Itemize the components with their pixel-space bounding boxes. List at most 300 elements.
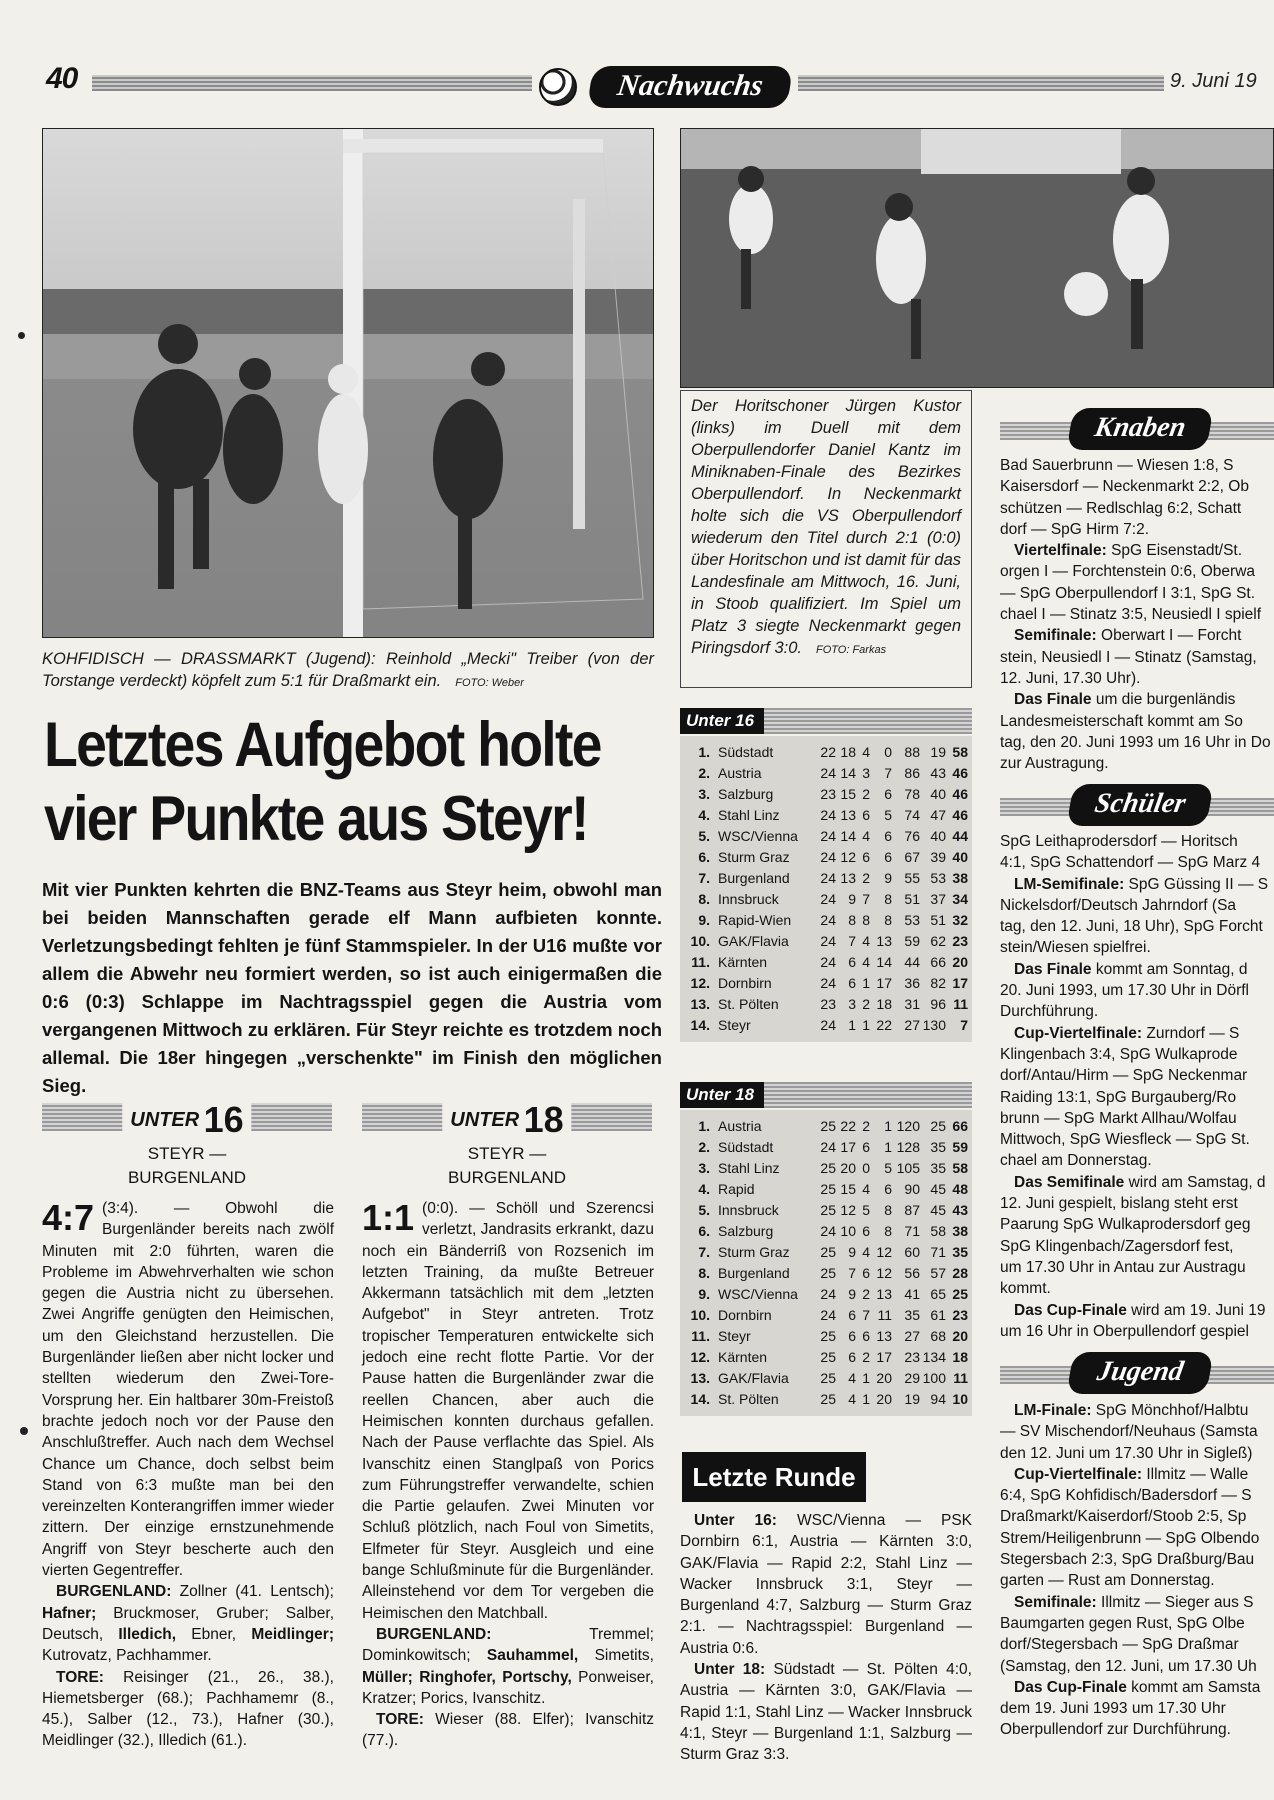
points-cell: 43 (952, 1202, 968, 1218)
photo-credit: FOTO: Weber (455, 677, 524, 689)
stat-cell: 24 (820, 954, 836, 970)
stat-cell: 25 (820, 1370, 836, 1386)
stat-cell: 6 (862, 1328, 870, 1344)
text-line: Bad Sauerbrunn — Wiesen 1:8, S (1000, 457, 1234, 474)
stat-cell: 24 (820, 1139, 836, 1155)
u18-lineup-label: BURGENLAND: (376, 1625, 492, 1643)
text-line: stein/Wiesen spielfrei. (1000, 939, 1151, 957)
stat-cell: 47 (930, 807, 946, 823)
rank-cell: 10. (690, 1307, 710, 1323)
team-cell: Innsbruck (718, 891, 779, 907)
table-row (686, 1389, 968, 1410)
stat-cell: 27 (904, 1017, 920, 1033)
stat-cell: 6 (884, 1181, 892, 1197)
team-cell: WSC/Vienna (718, 828, 798, 844)
stat-cell: 82 (930, 975, 946, 991)
team-cell: GAK/Flavia (718, 933, 789, 949)
stat-cell: 14 (840, 765, 856, 781)
rank-cell: 8. (698, 1265, 710, 1281)
kids-football-image (681, 129, 1274, 388)
points-cell: 23 (952, 1307, 968, 1323)
text-line: Nickelsdorf/Deutsch Jahrndorf (Sa (1000, 896, 1237, 914)
u18-tore: Wieser (88. Elfer); Ivanschitz (77.). (362, 1711, 654, 1750)
header-rule-right (798, 75, 1164, 91)
stat-cell: 35 (930, 1160, 946, 1176)
table-row (686, 868, 968, 889)
stat-cell: 0 (862, 1160, 870, 1176)
stat-cell: 7 (862, 1307, 870, 1323)
rank-cell: 4. (698, 1181, 710, 1197)
lr-u18-label: Unter 18: (694, 1661, 766, 1679)
stat-cell: 24 (820, 765, 836, 781)
scan-mark (20, 1427, 28, 1435)
points-cell: 18 (952, 1349, 968, 1365)
stat-cell: 4 (848, 1370, 856, 1386)
points-cell: 38 (952, 1223, 968, 1239)
table-row (686, 1015, 968, 1036)
stat-cell: 6 (848, 1307, 856, 1323)
table-row (686, 973, 968, 994)
u16-lineup-c: Bruckmoser, Gruber; Salber, Deutsch, (42, 1604, 334, 1643)
stat-cell: 68 (930, 1328, 946, 1344)
stat-cell: 24 (820, 807, 836, 823)
headline-line-1: Letztes Aufgebot holte (44, 710, 601, 780)
table-row (686, 889, 968, 910)
stat-cell: 11 (877, 1307, 892, 1323)
stat-cell: 96 (930, 996, 946, 1012)
stat-cell: 14 (840, 828, 856, 844)
text-line: orgen I — Forchtenstein 0:6, Oberwa (1000, 563, 1256, 581)
jugend-header (1000, 1352, 1274, 1396)
stat-cell: 6 (884, 849, 892, 865)
text-line: Strem/Heiligenbrunn — SpG Olbendo (1000, 1529, 1260, 1547)
stat-cell: 12 (840, 1202, 856, 1218)
team-cell: Salzburg (718, 786, 774, 802)
team-cell: Südstadt (718, 744, 774, 760)
stat-cell: 2 (862, 996, 870, 1012)
rank-cell: 6. (698, 1223, 710, 1239)
points-cell: 38 (952, 870, 968, 886)
stat-cell: 17 (876, 1349, 892, 1365)
stat-cell: 6 (862, 807, 870, 823)
stat-cell: 59 (904, 933, 920, 949)
stat-cell: 4 (862, 954, 870, 970)
points-cell: 17 (952, 975, 968, 991)
u16-label-num: 16 (203, 1099, 244, 1140)
caption-text: Der Horitschoner Jürgen Kustor (links) im Duell mit dem Oberpullendorfer Daniel Kantz im Miniknaben-Finale des Bezirkes Oberpullendorf. In Neckenmarkt holte sich die VS Oberpullendorf wiederum den Titel durch 2:1 (0:0) über Horitschon und ist damit für das Landesfinale am Mittwoch, 16. Juni, in Stoob qualifiziert. Im Spiel um Platz 3 siegte Neckenmarkt gegen Piringsdorf 3:0. (691, 397, 961, 657)
text-line: 4:1, SpG Schattendorf — SpG Marz 4 (1000, 854, 1261, 872)
stat-cell: 71 (904, 1223, 920, 1239)
points-cell: 46 (952, 765, 968, 781)
u18-team-home: STEYR — (467, 1144, 547, 1163)
schueler-title: Schüler (1066, 784, 1213, 826)
stat-cell: 9 (848, 1244, 856, 1260)
text-line: um 17.30 Uhr in Antau zur Austragu (1000, 1258, 1246, 1276)
stat-cell: 9 (848, 1286, 856, 1302)
points-cell: 48 (952, 1181, 968, 1197)
stat-cell: 13 (876, 1328, 892, 1344)
stat-cell: 3 (862, 765, 870, 781)
photo-miniknaben-finale (680, 128, 1274, 388)
text-line: Landesmeisterschaft kommt am So (1000, 712, 1243, 730)
text-line: — SpG Oberpullendorf I 3:1, SpG St. (1000, 584, 1256, 602)
stat-cell: 35 (930, 1139, 946, 1155)
text-line: Paarung SpG Wulkaprodersdorf geg (1000, 1216, 1251, 1234)
stat-cell: 6 (862, 1139, 870, 1155)
rank-cell: 7. (698, 1244, 710, 1260)
points-cell: 20 (952, 1328, 968, 1344)
stat-cell: 94 (930, 1391, 946, 1407)
stat-cell: 7 (884, 765, 892, 781)
u18-tore-label: TORE: (376, 1711, 424, 1729)
table-u18-title: Unter 18 (680, 1082, 764, 1108)
stat-cell: 55 (904, 870, 920, 886)
stat-cell: 24 (820, 870, 836, 886)
u18-report (362, 1198, 654, 1752)
points-cell: 35 (952, 1244, 968, 1260)
text-line: Stegersbach 2:3, SpG Draßburg/Bau (1000, 1551, 1255, 1569)
stat-cell: 25 (820, 1244, 836, 1260)
stat-cell: 3 (848, 996, 856, 1012)
letzte-runde-title: Letzte Runde (682, 1452, 866, 1502)
team-cell: Rapid (718, 1181, 755, 1197)
stat-cell: 6 (848, 975, 856, 991)
knaben-title: Knaben (1066, 408, 1213, 450)
stat-cell: 120 (896, 1118, 920, 1134)
u18-report-text: (0:0). — Schöll und Szerencsi verletzt, Jandrasits erkrankt, dazu noch ein Bänderriß von Rozsenich im letzten Training, da mußte Betreuer Akkermann tatsächlich mit dem „letzten Aufgebot" in Steyr antreten. Trotz tropischer Temperaturen entwickelte sich jedoch eine recht flotte Partie. Vor der Pause hatten die Burgenländer zwar die reellen Chancen, aber auch die Heimischen konnten durchaus gefallen. Nach der Pause verflachte das Spiel. Als Ivanschitz einen Stanglpaß von Porics zum Führungstreffer verwandelte, schien die Partie gelaufen. Zwei Minuten vor Schluß plötzlich, nach Foul von Simetits, Elfmeter für Steyr. Ausgleich und eine bange Schlußminute für die Burgenländer. Alleinstehend vor dem Tor vergeben die Heimischen den Matchball. (362, 1200, 654, 1622)
text-line: um 16 Uhr in Oberpullendorf gespiel (1000, 1322, 1249, 1340)
rank-cell: 13. (690, 1370, 710, 1386)
stat-cell: 12 (840, 849, 856, 865)
u16-report-text: (3:4). — Obwohl die Burgenländer bereits nach zwölf Minuten mit 2:0 führten, waren die Probleme im Abwehrverhalten wie schon gegen die Austria nicht zu übersehen. Zwei Angriffe genügten den Heimischen, um den Gleichstand herzustellen. Die Burgenländer ließen aber nicht locker und stellten wiederum den Zwei-Tore-Vorsprung her. Ein haltbarer 30m-Freistoß brachte jedoch noch vor der Pause den Anschlußtreffer. Auch nach dem Wechsel Chance um Chance, doch selbst beim Stand von 6:3 mußte man bei den vereinzelten Konterangriffen immer wieder zittern. Der einzige ernstzunehmende Angriff von Steyr bescherte auch den vierten Gegentreffer. (42, 1200, 334, 1580)
text-line: Kaisersdorf — Neckenmarkt 2:2, Ob (1000, 478, 1249, 496)
stat-cell: 86 (904, 765, 920, 781)
stat-cell: 87 (904, 1202, 920, 1218)
text-line: 12. Juni gespielt, bislang steht erst (1000, 1195, 1238, 1213)
stat-cell: 130 (922, 1017, 946, 1033)
u18-lineup-b1: Sauhammel, (486, 1647, 579, 1665)
text-line: dorf/Antau/Hirm — SpG Neckenmar (1000, 1067, 1248, 1085)
stat-cell: 53 (904, 912, 920, 928)
stat-cell: 24 (820, 1223, 836, 1239)
stat-cell: 24 (820, 1307, 836, 1323)
team-cell: Kärnten (718, 1349, 768, 1365)
points-cell: 44 (952, 828, 968, 844)
text-line: Cup-Viertelfinale: Zurndorf — S (1014, 1024, 1240, 1042)
text-line: Raiding 13:1, SpG Burgauberg/Ro (1000, 1088, 1237, 1106)
stat-cell: 2 (862, 1118, 870, 1134)
points-cell: 11 (953, 996, 968, 1012)
stat-cell: 45 (930, 1202, 946, 1218)
stat-cell: 23 (820, 996, 836, 1012)
stat-cell: 6 (862, 849, 870, 865)
points-cell: 46 (952, 807, 968, 823)
stat-cell: 105 (896, 1160, 920, 1176)
lr-u18-text: Südstadt — St. Pölten 4:0, Austria — Kärnten 3:0, GAK/Flavia — Rapid 1:1, Stahl Linz — Wacker Innsbruck 4:1, Steyr — Burgenland 1:1, Salzburg — Sturm Graz 3:3. (680, 1661, 972, 1764)
u18-lineup-c: Simetits, (594, 1647, 654, 1665)
table-row (686, 1200, 968, 1221)
table-row (686, 826, 968, 847)
stat-cell: 8 (884, 1202, 892, 1218)
stat-cell: 71 (930, 1244, 946, 1260)
rank-cell: 5. (698, 828, 710, 844)
stat-cell: 6 (862, 1223, 870, 1239)
stat-cell: 18 (840, 744, 856, 760)
rank-cell: 9. (698, 912, 710, 928)
table-row (686, 1116, 968, 1137)
u16-score: 4:7 (42, 1197, 95, 1238)
letzte-runde-text (680, 1510, 972, 1766)
text-line: 12. Juni, 17.30 Uhr). (1000, 669, 1141, 687)
stat-cell: 15 (840, 1181, 856, 1197)
stat-cell: 9 (848, 891, 856, 907)
stat-cell: 6 (848, 1328, 856, 1344)
stat-cell: 4 (862, 1244, 870, 1260)
text-line: dorf — SpG Hirm 7:2. (1000, 520, 1150, 538)
schueler-text (1000, 831, 1274, 1342)
u18-column-header (362, 1099, 652, 1140)
text-line: Das Cup-Finale kommt am Samsta (1014, 1678, 1261, 1696)
team-cell: Austria (718, 1118, 762, 1134)
u18-label-word: UNTER (450, 1109, 520, 1131)
stat-cell: 25 (820, 1391, 836, 1407)
points-cell: 58 (952, 1160, 968, 1176)
table-row (686, 1137, 968, 1158)
stat-cell: 25 (820, 1181, 836, 1197)
stat-cell: 24 (820, 975, 836, 991)
text-line: Draßmarkt/Kaiserdorf/Stoob 2:5, Sp (1000, 1508, 1247, 1526)
stat-cell: 56 (904, 1265, 920, 1281)
text-line: Viertelfinale: SpG Eisenstadt/St. (1014, 542, 1243, 560)
stat-cell: 40 (930, 828, 946, 844)
u18-lineup-b2: Müller; Ringhofer, Portschy, (362, 1668, 572, 1686)
table-row (686, 994, 968, 1015)
stat-cell: 58 (930, 1223, 946, 1239)
text-line: LM-Finale: SpG Mönchhof/Halbtu (1014, 1402, 1249, 1419)
stat-cell: 44 (904, 954, 920, 970)
u16-team-home: STEYR — (147, 1144, 227, 1163)
knaben-header (1000, 408, 1274, 452)
table-row (686, 1326, 968, 1347)
points-cell: 66 (952, 1118, 968, 1134)
stat-cell: 9 (884, 870, 892, 886)
team-cell: Dornbirn (718, 975, 772, 991)
stat-cell: 1 (862, 1370, 870, 1386)
team-cell: Burgenland (718, 1265, 790, 1281)
team-cell: Steyr (718, 1017, 751, 1033)
rank-cell: 12. (690, 975, 710, 991)
team-cell: WSC/Vienna (718, 1286, 798, 1302)
stat-cell: 4 (862, 933, 870, 949)
team-cell: Salzburg (718, 1223, 774, 1239)
stat-cell: 13 (876, 1286, 892, 1302)
header-rule-left (92, 75, 532, 91)
rank-cell: 14. (690, 1391, 710, 1407)
u16-tore: Reisinger (21., 26., 38.), Hiemetsberger (68.); Pachhamemr (8., 45.), Salber (12., 73.), Hafner (30.), Meidlinger (32.), Illedich (61.). (42, 1668, 334, 1750)
stat-cell: 45 (930, 1181, 946, 1197)
rank-cell: 11. (691, 954, 710, 970)
stat-cell: 1 (848, 1017, 856, 1033)
table-u16-title: Unter 16 (680, 708, 764, 734)
stat-cell: 20 (840, 1160, 856, 1176)
u16-tore-label: TORE: (56, 1668, 104, 1686)
points-cell: 20 (952, 954, 968, 970)
stat-cell: 61 (930, 1307, 946, 1323)
stat-cell: 24 (820, 1286, 836, 1302)
jugend-title: Jugend (1066, 1352, 1213, 1394)
stat-cell: 41 (904, 1286, 920, 1302)
stat-cell: 25 (930, 1118, 946, 1134)
scan-mark (18, 332, 25, 339)
team-cell: Kärnten (718, 954, 768, 970)
stat-cell: 67 (904, 849, 920, 865)
stat-cell: 65 (930, 1286, 946, 1302)
text-line: SpG Leithaprodersdorf — Horitsch (1000, 833, 1238, 850)
u16-lineup-b2: Illedich, (118, 1625, 177, 1643)
stat-cell: 20 (876, 1370, 892, 1386)
stat-cell: 1 (862, 975, 870, 991)
stat-cell: 1 (884, 1118, 892, 1134)
stat-cell: 57 (930, 1265, 946, 1281)
u18-lineup-a: Tremmel; Dominkowitsch; (362, 1625, 654, 1665)
stat-cell: 25 (820, 1328, 836, 1344)
stat-cell: 74 (904, 807, 920, 823)
table-row (686, 805, 968, 826)
stat-cell: 40 (930, 786, 946, 802)
stat-cell: 2 (862, 870, 870, 886)
table-row (686, 952, 968, 973)
rank-cell: 9. (698, 1286, 710, 1302)
stat-cell: 90 (904, 1181, 920, 1197)
photo-kohfidisch-drassmarkt (42, 128, 654, 638)
points-cell: 11 (953, 1370, 968, 1386)
table-row (686, 1263, 968, 1284)
stat-cell: 62 (930, 933, 946, 949)
text-line: 6:4, SpG Kohfidisch/Badersdorf — S (1000, 1487, 1252, 1505)
photo-left-caption (42, 648, 654, 692)
jugend-text (1000, 1400, 1274, 1741)
u18-lineup-d: Ponweiser, Kratzer; Porics, Ivanschitz. (362, 1668, 654, 1707)
stat-cell: 5 (884, 807, 892, 823)
points-cell: 32 (952, 912, 968, 928)
stat-cell: 13 (840, 870, 856, 886)
team-cell: Austria (718, 765, 762, 781)
rank-cell: 1. (698, 1118, 710, 1134)
text-line: LM-Semifinale: SpG Güssing II — S (1014, 875, 1269, 893)
team-cell: GAK/Flavia (718, 1370, 789, 1386)
stat-cell: 20 (876, 1391, 892, 1407)
text-line: tag, den 20. Juni 1993 um 16 Uhr in Do (1000, 733, 1271, 751)
stat-cell: 128 (896, 1139, 920, 1155)
text-line: garten — Rust am Donnerstag. (1000, 1572, 1215, 1590)
stat-cell: 19 (904, 1391, 920, 1407)
text-line: kommt. (1000, 1280, 1051, 1298)
rank-cell: 3. (698, 786, 710, 802)
text-line: — SV Mischendorf/Neuhaus (Samsta (1000, 1423, 1258, 1441)
table-row (686, 1284, 968, 1305)
stat-cell: 51 (930, 912, 946, 928)
text-line: chael I — Stinatz 3:5, Neusiedl I spielf (1000, 606, 1262, 624)
rank-cell: 2. (698, 1139, 710, 1155)
points-cell: 7 (960, 1017, 968, 1033)
points-cell: 25 (952, 1286, 968, 1302)
stat-cell: 4 (862, 1181, 870, 1197)
table-u16 (680, 708, 972, 1042)
headline-line-2: vier Punkte aus Steyr! (44, 784, 588, 854)
schueler-header (1000, 784, 1274, 828)
table-row (686, 784, 968, 805)
table-u16-body (680, 736, 972, 1042)
table-row (686, 763, 968, 784)
stat-cell: 6 (848, 1349, 856, 1365)
stat-cell: 2 (862, 786, 870, 802)
stat-cell: 8 (848, 912, 856, 928)
table-row (686, 1347, 968, 1368)
table-row (686, 931, 968, 952)
knaben-text (1000, 455, 1274, 774)
rank-cell: 5. (698, 1202, 710, 1218)
lead-paragraph: Mit vier Punkten kehrten die BNZ-Teams aus Steyr heim, obwohl man bei beiden Mannschaften gerade elf Mann aufbieten konnte. Verletzungsbedingt fehlten je fünf Stammspieler. In der U16 mußte vor allem die Abwehr neu formiert werden, so ist auch einigermaßen die 0:6 (0:3) Schlappe im Nachtragsspiel gegen die Austria vom vergangenen Mittwoch zu erklären. Für Steyr reichte es trotzdem noch allemal. Die 18er hingegen „verschenkte" im Finish den möglichen Sieg. (42, 879, 662, 1096)
rank-cell: 2. (698, 765, 710, 781)
stat-cell: 7 (862, 891, 870, 907)
u16-label-word: UNTER (130, 1109, 200, 1131)
text-line: Cup-Viertelfinale: Illmitz — Walle (1014, 1465, 1249, 1483)
team-cell: St. Pölten (718, 996, 779, 1012)
table-u16-rule (764, 708, 972, 734)
text-line: Das Semifinale wird am Samstag, d (1014, 1173, 1266, 1191)
stat-cell: 13 (840, 807, 856, 823)
stat-cell: 60 (904, 1244, 920, 1260)
stat-cell: 24 (820, 891, 836, 907)
team-cell: Burgenland (718, 870, 790, 886)
stat-cell: 17 (840, 1139, 856, 1155)
rank-cell: 11. (691, 1328, 710, 1344)
text-line: dorf/Stegersbach — SpG Draßmar (1000, 1636, 1239, 1654)
points-cell: 34 (952, 891, 968, 907)
u16-lineup-label: BURGENLAND: (56, 1583, 172, 1601)
rank-cell: 14. (690, 1017, 710, 1033)
stat-cell: 6 (884, 828, 892, 844)
stat-cell: 24 (820, 1017, 836, 1033)
stat-cell: 25 (820, 1202, 836, 1218)
stat-cell: 31 (904, 996, 920, 1012)
stat-cell: 78 (904, 786, 920, 802)
u16-match-teams (42, 1142, 332, 1190)
table-u18 (680, 1082, 972, 1416)
text-line: den 12. Juni um 17.30 Uhr in Sigleß) (1000, 1444, 1253, 1462)
team-cell: Stahl Linz (718, 1160, 780, 1176)
stat-cell: 22 (840, 1118, 856, 1134)
text-line: (Samstag, den 12. Juni, um 17.30 Uh (1000, 1657, 1257, 1675)
team-cell: Stahl Linz (718, 807, 780, 823)
stat-cell: 6 (848, 954, 856, 970)
points-cell: 10 (952, 1391, 968, 1407)
team-cell: Innsbruck (718, 1202, 779, 1218)
u16-lineup-d: Ebner, (191, 1625, 237, 1643)
team-cell: Dornbirn (718, 1307, 772, 1323)
table-row (686, 910, 968, 931)
points-cell: 58 (952, 744, 968, 760)
stat-cell: 36 (904, 975, 920, 991)
stat-cell: 7 (848, 1265, 856, 1281)
points-cell: 28 (952, 1265, 968, 1281)
stat-cell: 66 (930, 954, 946, 970)
stat-cell: 0 (884, 744, 892, 760)
rank-cell: 12. (690, 1349, 710, 1365)
stat-cell: 37 (930, 891, 946, 907)
stat-cell: 1 (884, 1139, 892, 1155)
stat-cell: 6 (884, 786, 892, 802)
